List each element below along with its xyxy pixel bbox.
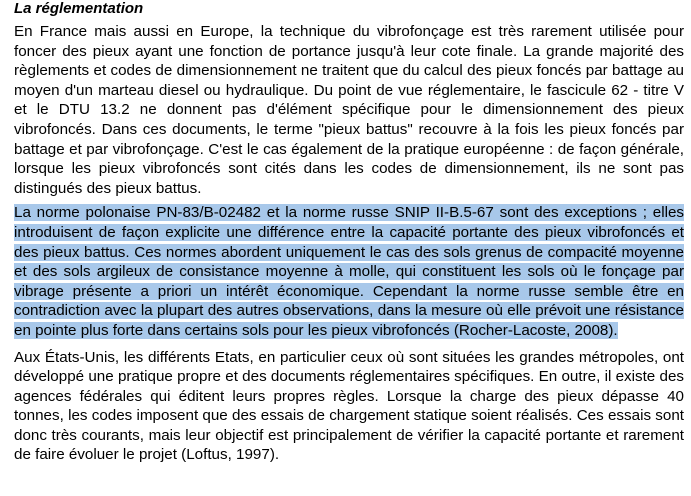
selected-text[interactable]: La norme polonaise PN-83/B-02482 et la norme russe SNIP II-B.5-67 sont des exceptions ; elles introduisent de façon explicite une différence entre la capacité portante des pieux vibrofoncés et des pieux battus. Ces normes abordent uniquement le cas des sols grenus de compacité moyenne et des sols argileux de consistance moyenne à molle, qui constituent les sols où le fonçage par vibrage présente a priori un intérêt économique. Cependant la norme russe semble être en contradiction avec la plupart des autres observations, dans la mesure où elle prévoit une résistance en pointe plus forte dans certains sols pour les pieux vibrofoncés (Rocher-Lacoste, 2008).: [14, 204, 684, 339]
document-page: [14, 0, 684, 465]
paragraph-etats-unis: [14, 348, 684, 466]
section-heading: La réglementation: [14, 0, 144, 17]
paragraph-france-europe: [14, 22, 684, 198]
paragraph-normes-highlighted: [14, 203, 684, 340]
paragraph-text[interactable]: En France mais aussi en Europe, la technique du vibrofonçage est très rarement utilisée pour foncer des pieux ayant une fonction de portance jusqu'à leur cote finale. La grande majorité des règlements et codes de dimensionnement ne traitent que du calcul des pieux foncés par battage au moyen d'un marteau diesel ou hydraulique. Du point de vue réglementaire, le fascicule 62 - titre V et le DTU 13.2 ne donnent pas d'élément spécifique pour le dimensionnement des pieux vibrofoncés. Dans ces documents, le terme "pieux battus" recouvre à la fois les pieux foncés par battage et par vibrofonçage. C'est le cas également de la pratique européenne : de façon générale, lorsque les pieux vibrofoncés sont cités dans les codes de dimensionnement, ils ne sont pas distingués des pieux battus.: [14, 23, 684, 197]
paragraph-text[interactable]: Aux États-Unis, les différents Etats, en particulier ceux où sont situées les grandes métropoles, ont développé une pratique propre et des documents réglementaires spécifiques. En outre, il existe des agences fédérales qui éditent leurs propres règles. Lorsque la charge des pieux dépasse 40 tonnes, les codes imposent que des essais de chargement statique soient réalisés. Ces essais sont donc très courants, mais leur objectif est principalement de vérifier la capacité portante et rarement de faire évoluer le projet (Loftus, 1997).: [14, 348, 684, 464]
